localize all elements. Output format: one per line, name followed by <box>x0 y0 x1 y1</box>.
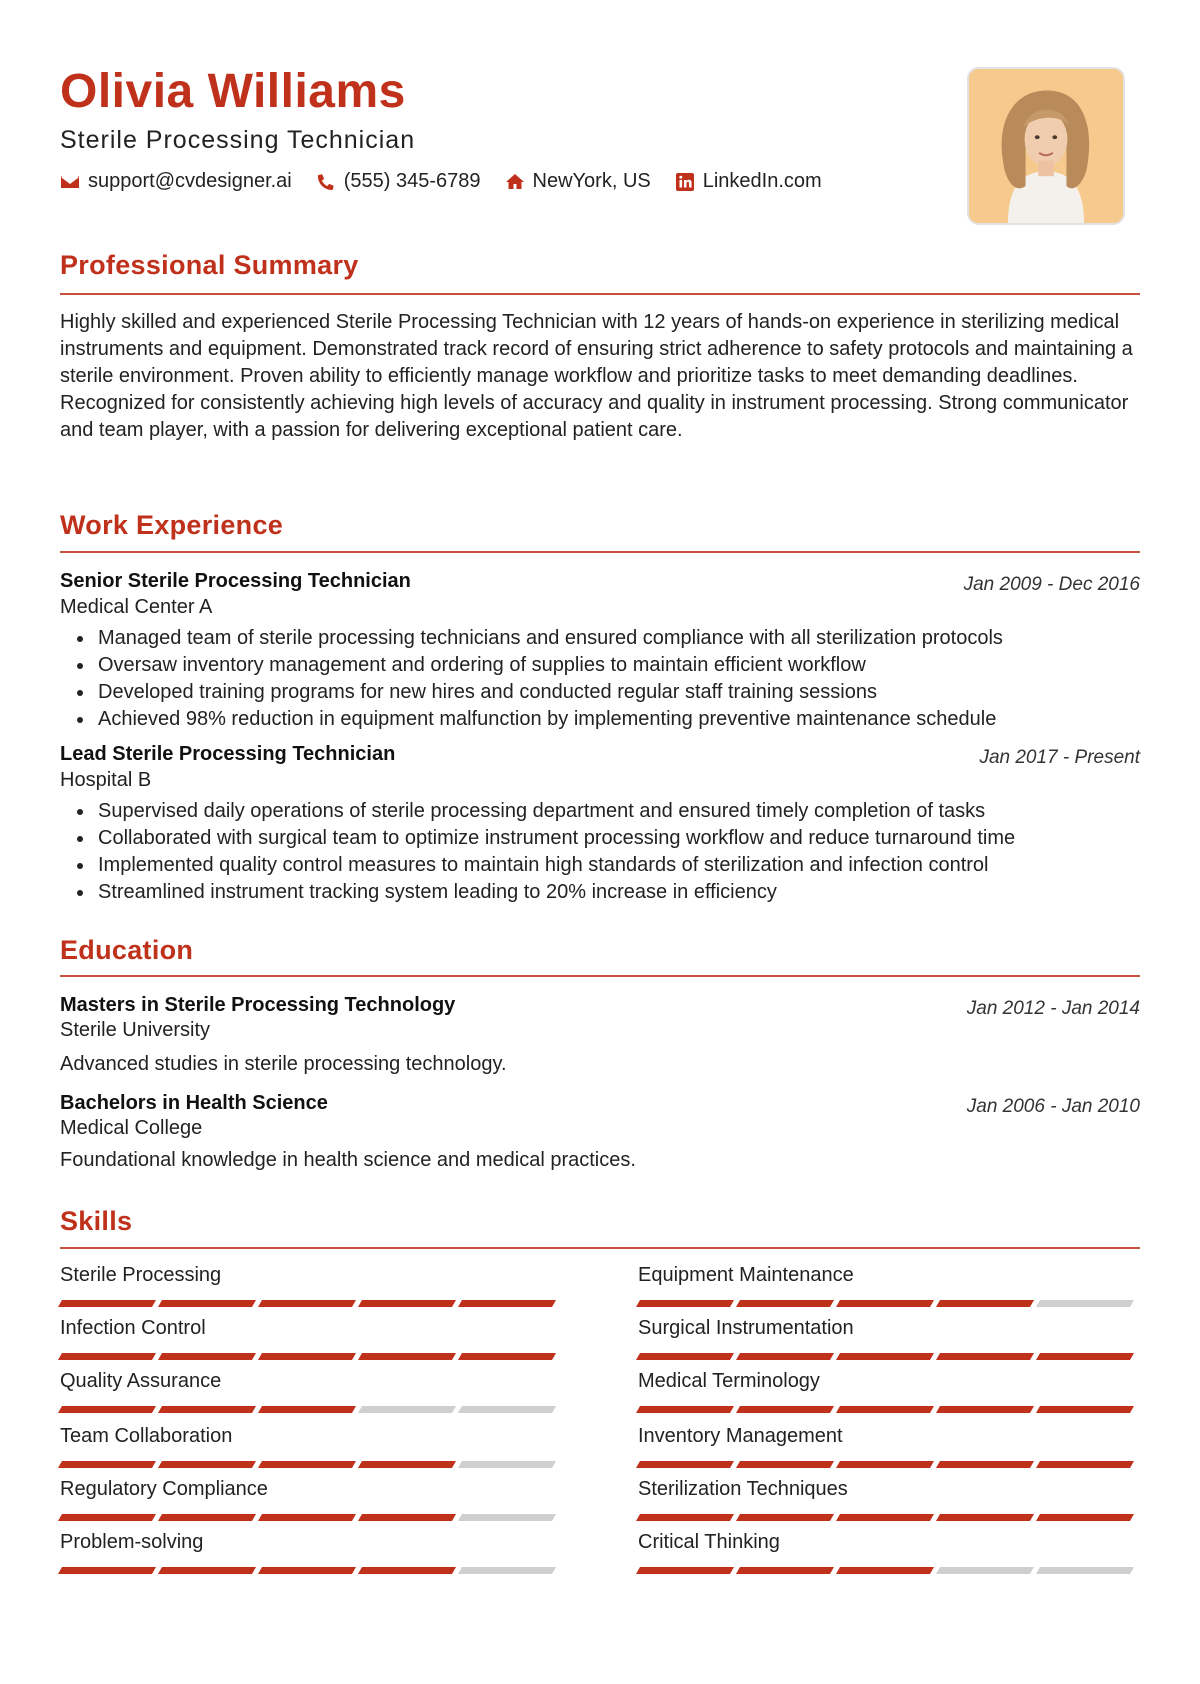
linkedin-icon <box>675 172 695 192</box>
skill-level-bar <box>60 1514 560 1521</box>
portrait-illustration <box>969 69 1123 223</box>
education-dates: Jan 2012 - Jan 2014 <box>966 998 1140 1019</box>
education-school: Sterile University <box>60 1019 211 1041</box>
skill-segment-filled <box>636 1567 734 1574</box>
bullet-item: Supervised daily operations of sterile processing department and ensured timely completion of tasks <box>98 798 1015 825</box>
bullet-item: Oversaw inventory management and ordering of supplies to maintain efficient workflow <box>98 652 1003 679</box>
job-title: Sterile Processing Technician <box>60 126 416 154</box>
skill-segment-empty <box>1036 1567 1134 1574</box>
skill-item <box>60 1264 560 1307</box>
skill-segment-filled <box>258 1300 356 1307</box>
skill-segment-filled <box>158 1514 256 1521</box>
skill-name: Team Collaboration <box>60 1425 233 1447</box>
skill-segment-filled <box>836 1461 934 1468</box>
contact-email-text: support@cvdesigner.ai <box>88 170 292 192</box>
bullet-item: Achieved 98% reduction in equipment malfunction by implementing preventive maintenance schedule <box>98 706 1003 733</box>
skill-level-bar <box>638 1353 1138 1360</box>
section-title-skills: Skills <box>60 1206 133 1236</box>
section-divider <box>60 551 1140 553</box>
skill-segment-filled <box>258 1353 356 1360</box>
contact-email[interactable] <box>60 170 292 193</box>
skill-name: Critical Thinking <box>638 1531 780 1553</box>
skill-level-bar <box>60 1300 560 1307</box>
skill-segment-filled <box>58 1353 156 1360</box>
skill-level-bar <box>60 1461 560 1468</box>
skill-level-bar <box>60 1567 560 1574</box>
skill-item <box>60 1531 560 1574</box>
skill-name: Inventory Management <box>638 1425 843 1447</box>
phone-icon <box>316 172 336 192</box>
skill-segment-filled <box>936 1406 1034 1413</box>
skill-segment-empty <box>458 1461 556 1468</box>
skill-segment-filled <box>358 1567 456 1574</box>
skill-item <box>638 1478 1138 1521</box>
education-school: Medical College <box>60 1117 203 1139</box>
contact-linkedin-text: LinkedIn.com <box>702 170 822 192</box>
skill-segment-filled <box>58 1514 156 1521</box>
education-dates: Jan 2006 - Jan 2010 <box>966 1096 1140 1117</box>
skill-name: Regulatory Compliance <box>60 1478 268 1500</box>
contact-linkedin[interactable] <box>675 170 822 193</box>
skill-segment-filled <box>636 1461 734 1468</box>
skill-segment-filled <box>1036 1406 1134 1413</box>
skill-segment-filled <box>258 1406 356 1413</box>
skill-segment-filled <box>836 1514 934 1521</box>
skill-segment-filled <box>936 1300 1034 1307</box>
envelope-icon <box>60 172 80 192</box>
skill-segment-filled <box>158 1300 256 1307</box>
skill-item <box>60 1317 560 1360</box>
skill-item <box>638 1531 1138 1574</box>
skill-segment-filled <box>358 1514 456 1521</box>
section-divider <box>60 293 1140 295</box>
contact-location <box>505 170 651 193</box>
skill-segment-filled <box>158 1353 256 1360</box>
skill-segment-empty <box>458 1406 556 1413</box>
skill-segment-filled <box>736 1406 834 1413</box>
skill-level-bar <box>60 1353 560 1360</box>
experience-title: Lead Sterile Processing Technician <box>60 743 396 765</box>
skill-segment-filled <box>836 1406 934 1413</box>
section-divider <box>60 975 1140 977</box>
education-description: Foundational knowledge in health science and medical practices. <box>60 1149 636 1171</box>
bullet-item: Implemented quality control measures to maintain high standards of sterilization and infection control <box>98 852 1015 879</box>
skill-segment-filled <box>936 1353 1034 1360</box>
skill-name: Surgical Instrumentation <box>638 1317 854 1339</box>
education-description: Advanced studies in sterile processing technology. <box>60 1053 507 1075</box>
bullet-item: Collaborated with surgical team to optimize instrument processing workflow and reduce turnaround time <box>98 825 1015 852</box>
skill-segment-filled <box>636 1514 734 1521</box>
skill-name: Problem-solving <box>60 1531 204 1553</box>
skill-level-bar <box>638 1461 1138 1468</box>
skill-segment-filled <box>158 1461 256 1468</box>
skill-segment-filled <box>358 1300 456 1307</box>
skill-segment-filled <box>736 1567 834 1574</box>
contact-row <box>60 170 846 193</box>
contact-location-text: NewYork, US <box>532 170 651 192</box>
skill-segment-empty <box>1036 1300 1134 1307</box>
skill-item <box>638 1370 1138 1413</box>
skill-segment-filled <box>1036 1353 1134 1360</box>
skill-segment-filled <box>158 1406 256 1413</box>
skill-item <box>60 1478 560 1521</box>
skill-segment-filled <box>458 1300 556 1307</box>
skill-segment-filled <box>836 1353 934 1360</box>
bullet-item: Developed training programs for new hires and conducted regular staff training sessions <box>98 679 1003 706</box>
section-title-summary: Professional Summary <box>60 250 359 280</box>
skill-segment-filled <box>358 1353 456 1360</box>
skill-segment-filled <box>736 1353 834 1360</box>
skill-segment-filled <box>58 1461 156 1468</box>
skill-name: Sterile Processing <box>60 1264 222 1286</box>
experience-bullets <box>98 625 1003 733</box>
experience-title: Senior Sterile Processing Technician <box>60 570 411 592</box>
skill-item <box>638 1317 1138 1360</box>
skill-segment-filled <box>1036 1514 1134 1521</box>
skill-segment-filled <box>636 1353 734 1360</box>
skill-segment-filled <box>736 1300 834 1307</box>
skill-name: Equipment Maintenance <box>638 1264 854 1286</box>
summary-text: Highly skilled and experienced Sterile Processing Technician with 12 years of hands-on experience in sterilizing medical instruments and equipment. Demonstrated track record of ensuring strict adherence to safety protocols and maintaining a sterile environment. Proven ability to efficiently manage workflow and prioritize tasks to meet demanding deadlines. Recognized for consistently achieving high levels of accuracy and quality in instrument processing. Strong communicator and team player, with a passion for delivering exceptional patient care. <box>60 311 1133 441</box>
skill-segment-filled <box>258 1461 356 1468</box>
skill-segment-filled <box>358 1461 456 1468</box>
candidate-name: Olivia Williams <box>60 65 406 118</box>
skill-item <box>638 1264 1138 1307</box>
experience-company: Hospital B <box>60 769 152 791</box>
skill-segment-filled <box>1036 1461 1134 1468</box>
skill-level-bar <box>638 1567 1138 1574</box>
skill-segment-empty <box>358 1406 456 1413</box>
skill-segment-empty <box>458 1567 556 1574</box>
skill-segment-filled <box>836 1567 934 1574</box>
skill-segment-filled <box>158 1567 256 1574</box>
skill-segment-filled <box>736 1514 834 1521</box>
section-title-experience: Work Experience <box>60 510 284 540</box>
education-degree: Masters in Sterile Processing Technology <box>60 994 456 1016</box>
skill-segment-empty <box>936 1567 1034 1574</box>
profile-photo <box>967 67 1125 225</box>
skill-level-bar <box>60 1406 560 1413</box>
section-title-education: Education <box>60 935 194 965</box>
section-divider <box>60 1247 1140 1249</box>
skill-segment-filled <box>636 1300 734 1307</box>
skill-segment-filled <box>258 1567 356 1574</box>
skill-segment-filled <box>458 1353 556 1360</box>
skill-segment-empty <box>458 1514 556 1521</box>
skill-segment-filled <box>836 1300 934 1307</box>
bullet-item: Streamlined instrument tracking system leading to 20% increase in efficiency <box>98 879 1015 906</box>
experience-dates: Jan 2017 - Present <box>979 747 1140 768</box>
education-degree: Bachelors in Health Science <box>60 1092 328 1114</box>
bullet-item: Managed team of sterile processing technicians and ensured compliance with all sterilization protocols <box>98 625 1003 652</box>
skill-segment-filled <box>936 1514 1034 1521</box>
experience-bullets <box>98 798 1015 906</box>
skill-segment-filled <box>58 1300 156 1307</box>
skill-item <box>60 1370 560 1413</box>
skill-segment-filled <box>736 1461 834 1468</box>
skill-level-bar <box>638 1300 1138 1307</box>
skill-name: Sterilization Techniques <box>638 1478 848 1500</box>
skill-level-bar <box>638 1406 1138 1413</box>
skill-segment-filled <box>636 1406 734 1413</box>
skill-name: Infection Control <box>60 1317 206 1339</box>
skill-name: Quality Assurance <box>60 1370 222 1392</box>
skill-name: Medical Terminology <box>638 1370 820 1392</box>
skill-segment-filled <box>58 1406 156 1413</box>
skill-item <box>638 1425 1138 1468</box>
contact-phone[interactable] <box>316 170 481 193</box>
contact-phone-text: (555) 345-6789 <box>343 170 481 192</box>
experience-company: Medical Center A <box>60 596 213 618</box>
skill-item <box>60 1425 560 1468</box>
skill-level-bar <box>638 1514 1138 1521</box>
home-icon <box>505 172 525 192</box>
skill-segment-filled <box>936 1461 1034 1468</box>
skill-segment-filled <box>258 1514 356 1521</box>
experience-dates: Jan 2009 - Dec 2016 <box>963 574 1140 595</box>
skill-segment-filled <box>58 1567 156 1574</box>
